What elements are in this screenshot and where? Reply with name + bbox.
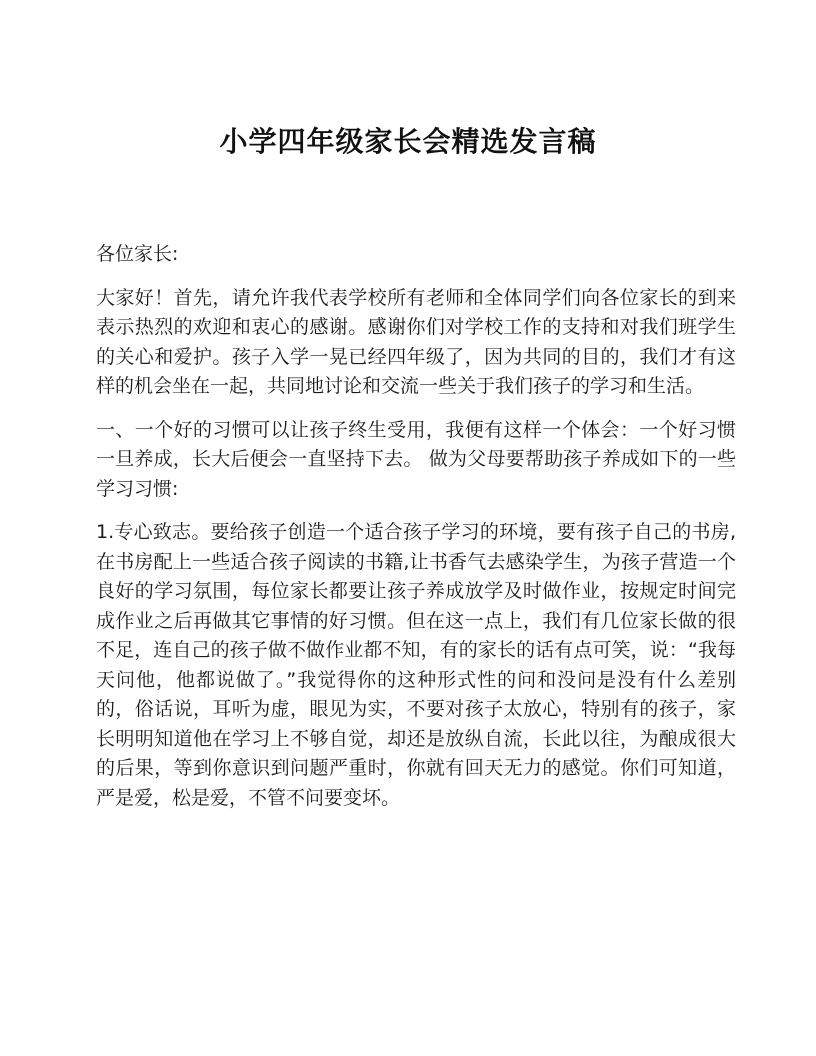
greeting: 各位家长: — [96, 243, 179, 265]
paragraph-focus: 1.专心致志。要给孩子创造一个适合孩子学习的环境，要有孩子自己的书房,在书房配上一些适合孩子阅读的书籍,让书香气去感染学生，为孩子营造一个良好的学习氛围，每位家长都要让孩子养成放学及时做作业，按规定时间完成作业之后再做其它事情的好习惯。但在这一点上，我们有几位家长做的很不足，连自己的孩子做不做作业都不知，有的家长的话有点可笑，说：“我每天问他，他都说做了。”我觉得你的这种形式性的问和没问是没有什么差别的，俗话说，耳听为虚，眼见为实，不要对孩子太放心，特别有的孩子，家长明明知道他在学习上不够自觉，却还是放纵自流，长此以往，为酿成很大的后果，等到你意识到问题严重时，你就有回天无力的感觉。你们可知道，严是爱，松是爱，不管不问要变坏。 — [96, 521, 736, 809]
document-body — [96, 240, 736, 827]
paragraph-opening: 大家好！首先，请允许我代表学校所有老师和全体同学们向各位家长的到来表示热烈的欢迎和衷心的感谢。感谢你们对学校工作的支持和对我们班学生的关心和爱护。孩子入学一晃已经四年级了，因为共同的目的，我们才有这样的机会坐在一起，共同地讨论和交流一些关于我们孩子的学习和生活。 — [96, 286, 736, 397]
paragraph-habits-intro: 一、一个好的习惯可以让孩子终生受用，我便有这样一个体会：一个好习惯一旦养成，长大后便会一直坚持下去。 做为父母要帮助孩子养成如下的一些学习习惯: — [96, 418, 736, 500]
document-title: 小学四年级家长会精选发言稿 — [219, 125, 597, 158]
